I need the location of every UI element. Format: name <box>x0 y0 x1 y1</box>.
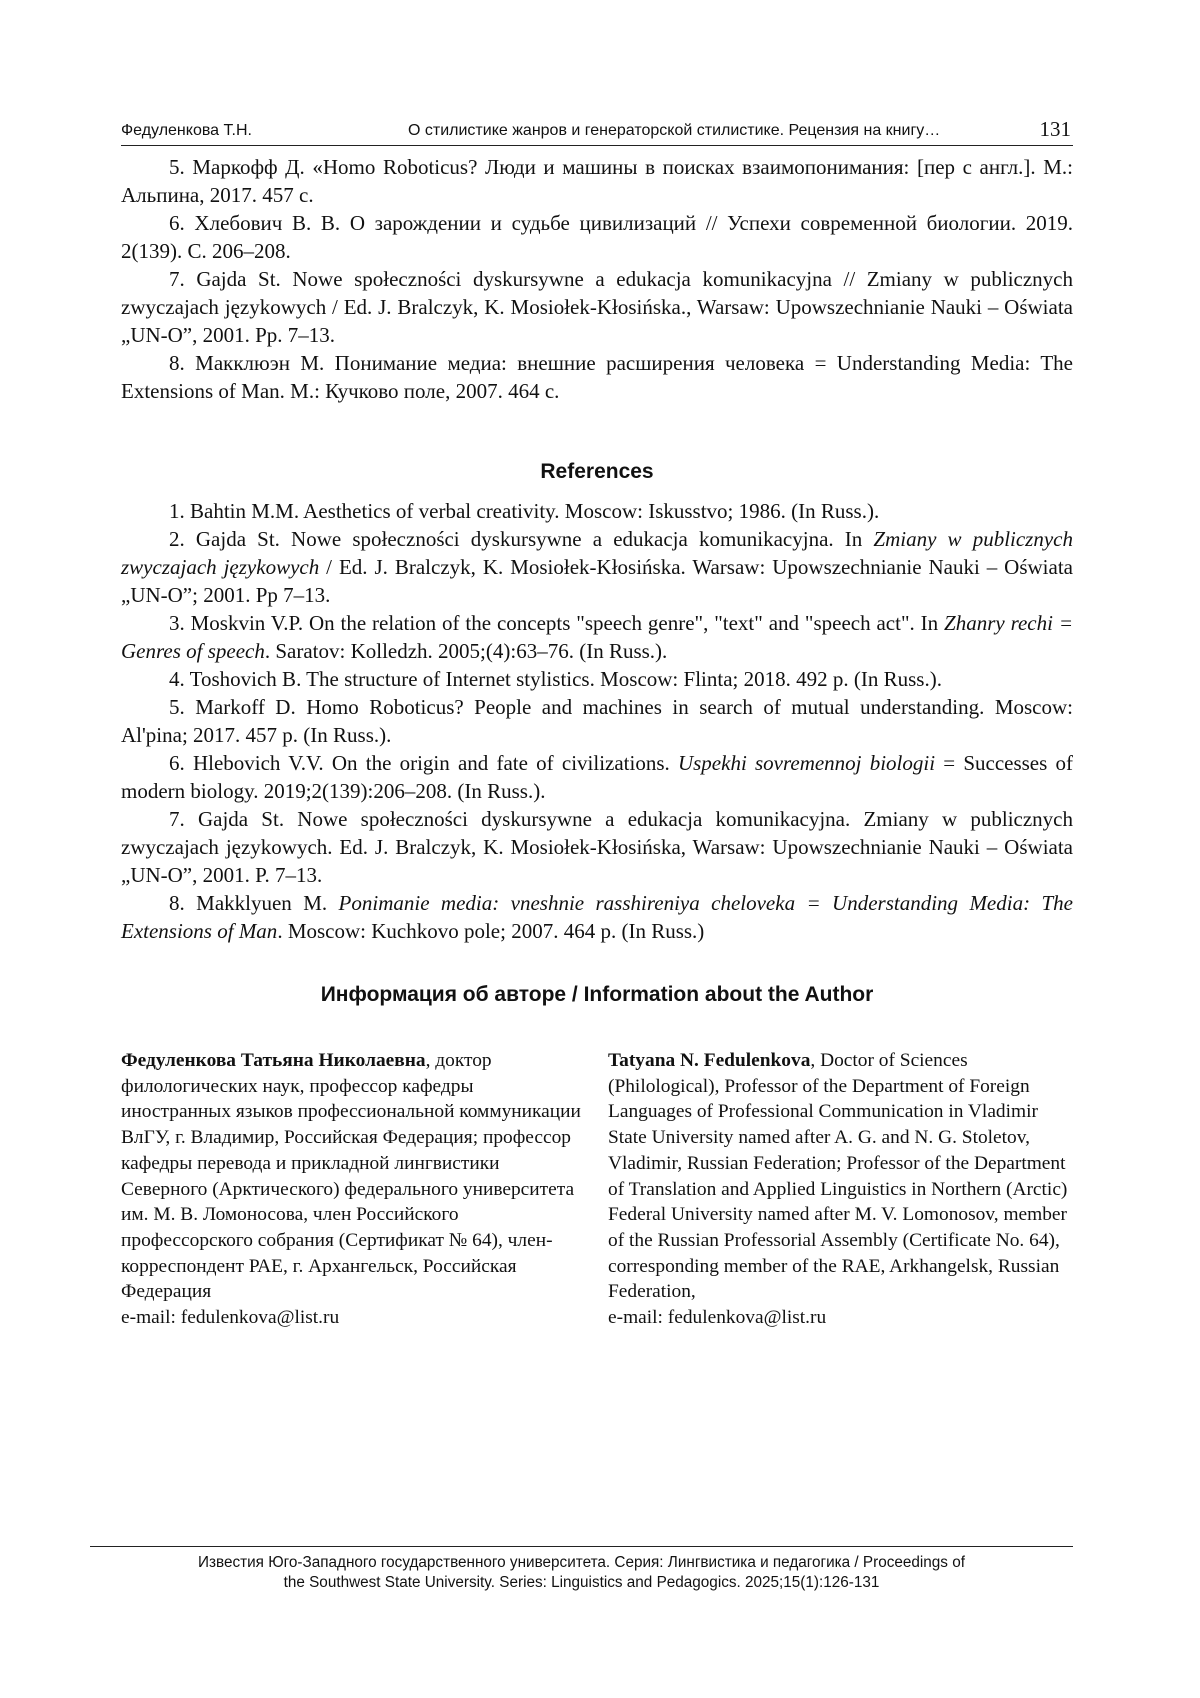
author-bio-russian: Федуленкова Татьяна Николаевна, доктор филологических наук, профессор кафедры иностранных языков профессиональной коммуникации ВлГУ, г. Владимир, Российская Федерация; профессор кафедры перевода и прикладной лингвистики Северного (Арктического) федерального университета им. М. В. Ломоносова, член Российского профессорского собрания (Сертификат № 64), член-корреспондент РАЕ, г. Архангельск, Российская Федерация e-mail: fedulenkova@list.ru <box>121 1048 585 1331</box>
author-info-russian <box>121 1048 585 1331</box>
footer-line: Известия Юго-Западного государственного университета. Серия: Лингвистика и педагогика / Proceedings of <box>198 1554 965 1571</box>
author-info-english <box>608 1048 1073 1331</box>
author-email[interactable]: e-mail: fedulenkova@list.ru <box>121 1307 340 1329</box>
author-email[interactable]: e-mail: fedulenkova@list.ru <box>608 1307 827 1329</box>
russian-references-list <box>121 153 1073 405</box>
reference-item: 8. Макклюэн М. Понимание медиа: внешние расширения человека = Understanding Media: The Extensions of Man. М.: Кучково поле, 2007. 464 с. <box>121 351 1073 403</box>
reference-item: 5. Markoff D. Homo Roboticus? People and machines in search of mutual understanding. Moscow: Al'pina; 2017. 457 p. (In Russ.). <box>121 695 1073 747</box>
reference-item: 2. Gajda St. Nowe społeczności dyskursywne a edukacja komunikacyjna. In Zmiany w publicznych zwyczajach językowych / Ed. J. Bralczyk, K. Mosiołek-Kłosińska. Warsaw: Upowszechnianie Nauki – Oświata „UN-O”; 2001. Pp 7–13. <box>121 527 1074 607</box>
journal-footer <box>90 1546 1073 1593</box>
author-name-english: Tatyana N. Fedulenkova <box>608 1050 811 1071</box>
reference-item: 4. Toshovich B. The structure of Internet stylistics. Moscow: Flinta; 2018. 492 p. (In Russ.). <box>169 667 942 691</box>
reference-item: 7. Gajda St. Nowe społeczności dyskursywne a edukacja komunikacyjna. Zmiany w publicznych zwyczajach językowych. Ed. J. Bralczyk, K. Mosiołek-Kłosińska, Warsaw: Upowszechnianie Nauki – Oświata „UN-O”, 2001. P. 7–13. <box>121 807 1073 887</box>
references-heading: References <box>540 460 654 483</box>
footer-line: the Southwest State University. Series: Linguistics and Pedagogics. 2025;15(1):126-131 <box>283 1574 880 1591</box>
reference-item: 5. Маркофф Д. «Homo Roboticus? Люди и машины в поисках взаимопонимания: [пер с англ.]. М.: Альпина, 2017. 457 с. <box>121 155 1073 207</box>
english-references-list <box>121 497 1073 945</box>
running-head-title: О стилистике жанров и генераторской стилистике. Рецензия на книгу… <box>408 122 941 139</box>
reference-item: 1. Bahtin M.M. Aesthetics of verbal creativity. Moscow: Iskusstvo; 1986. (In Russ.). <box>169 499 880 523</box>
author-name-russian: Федуленкова Татьяна Николаевна <box>121 1050 426 1071</box>
reference-item: 3. Moskvin V.P. On the relation of the concepts "speech genre", "text" and "speech act". In Zhanry rechi = Genres of speech. Saratov: Kolledzh. 2005;(4):63–76. (In Russ.). <box>121 611 1073 663</box>
reference-item: 7. Gajda St. Nowe społeczności dyskursywne a edukacja komunikacyjna // Zmiany w publicznych zwyczajach językowych / Ed. J. Bralczyk, K. Mosiołek-Kłosińska., Warsaw: Upowszechnianie Nauki – Oświata „UN-O”, 2001. Pp. 7–13. <box>121 267 1073 347</box>
reference-item: 8. Makklyuen M. Ponimanie media: vneshnie rasshireniya cheloveka = Understanding Media: The Extensions of Man. Moscow: Kuchkovo pole; 2007. 464 p. (In Russ.) <box>121 891 1073 943</box>
running-head <box>121 115 1073 146</box>
running-head-author: Федуленкова Т.Н. <box>121 122 252 139</box>
author-info-heading: Информация об авторе / Information about the Author <box>320 983 874 1006</box>
reference-item: 6. Hlebovich V.V. On the origin and fate of civilizations. Uspekhi sovremennoj biologii = Successes of modern biology. 2019;2(139):206–208. (In Russ.). <box>121 751 1073 803</box>
reference-item: 6. Хлебович В. В. О зарождении и судьбе цивилизаций // Успехи современной биологии. 2019. 2(139). С. 206–208. <box>121 211 1073 263</box>
page-number: 131 <box>1039 117 1071 141</box>
author-bio-english: Tatyana N. Fedulenkova, Doctor of Sciences (Philological), Professor of the Department of Foreign Languages of Professional Communication in Vladimir State University named after A. G. and N. G. Stoletov, Vladimir, Russian Federation; Professor of the Department of Translation and Applied Linguistics in Northern (Arctic) Federal University named after M. V. Lomonosov, member of the Russian Professorial Assembly (Certificate No. 64), corresponding member of the RAE, Arkhangelsk, Russian Federation, e-mail: fedulenkova@list.ru <box>608 1048 1073 1331</box>
